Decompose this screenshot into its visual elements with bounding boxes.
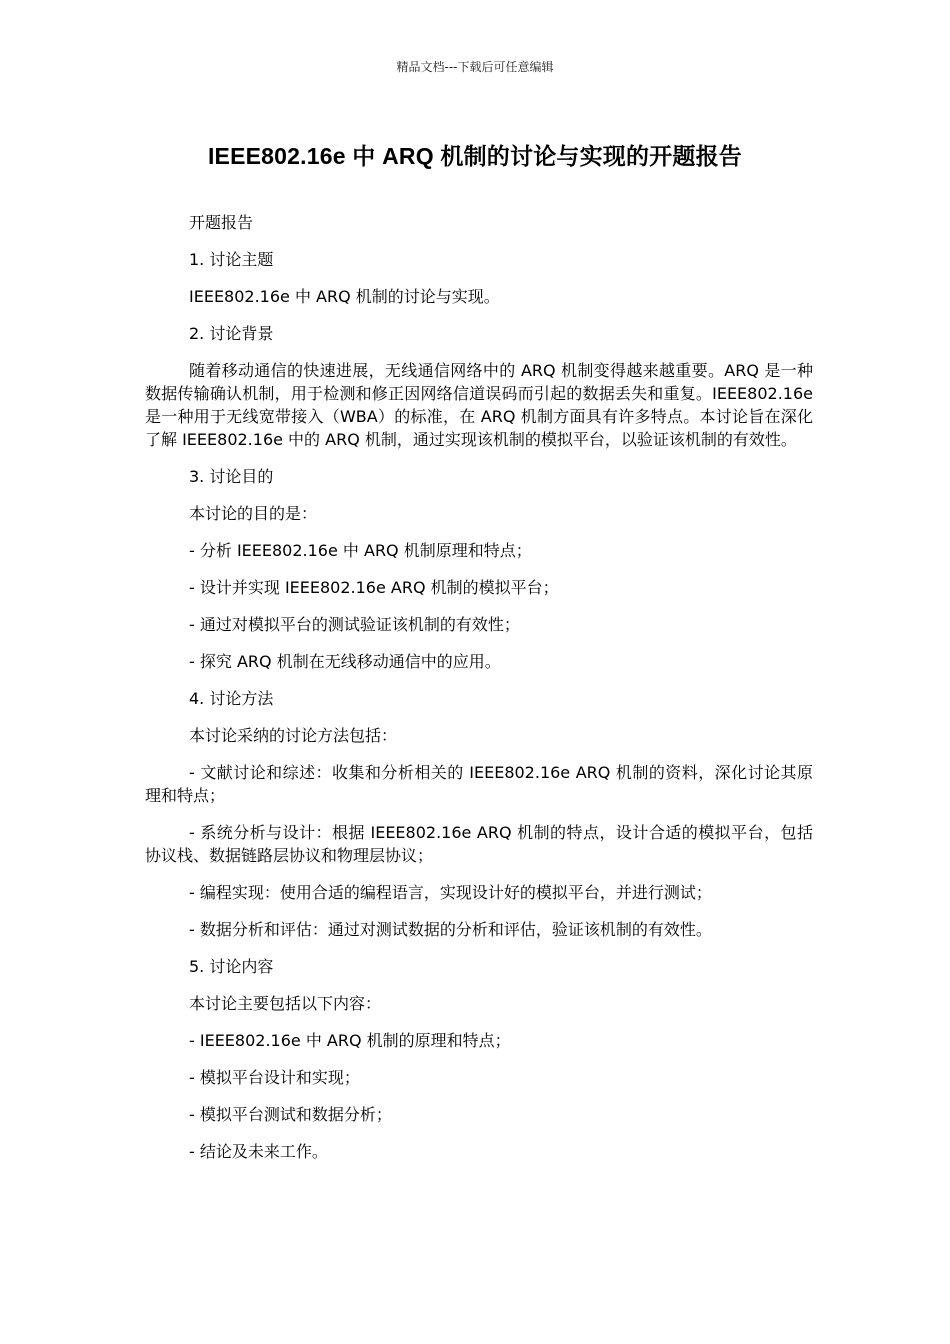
purpose-item: - 探究 ARQ 机制在无线移动通信中的应用。	[189, 652, 501, 671]
content-intro: 本讨论主要包括以下内容：	[189, 994, 382, 1013]
method-item: - 文献讨论和综述：收集和分析相关的 IEEE802.16e ARQ 机制的资料，深化讨论其原理和特点；	[145, 763, 813, 805]
background-text: 随着移动通信的快速进展，无线通信网络中的 ARQ 机制变得越来越重要。ARQ 是一种数据传输确认机制，用于检测和修正因网络信道误码而引起的数据丢失和重复。IEEE802.16e 是一种用于无线宽带接入（WBA）的标准，在 ARQ 机制方面具有许多特点。本讨论旨在深化了解 IEEE802.16e 中的 ARQ 机制，通过实现该机制的模拟平台，以验证该机制的有效性。	[145, 361, 813, 449]
topic-text: IEEE802.16e 中 ARQ 机制的讨论与实现。	[189, 287, 500, 306]
heading-purpose: 3. 讨论目的	[189, 467, 274, 486]
document-body	[145, 211, 813, 1177]
method-intro: 本讨论采纳的讨论方法包括：	[189, 726, 398, 745]
content-item: - 结论及未来工作。	[189, 1142, 328, 1161]
method-item: - 编程实现：使用合适的编程语言，实现设计好的模拟平台，并进行测试；	[189, 883, 712, 902]
content-item: - IEEE802.16e 中 ARQ 机制的原理和特点；	[189, 1031, 511, 1050]
heading-topic: 1. 讨论主题	[189, 250, 274, 269]
content-item: - 模拟平台测试和数据分析；	[189, 1105, 392, 1124]
document-title: IEEE802.16e 中 ARQ 机制的讨论与实现的开题报告	[207, 143, 743, 169]
method-item: - 系统分析与设计：根据 IEEE802.16e ARQ 机制的特点，设计合适的模拟平台，包括协议栈、数据链路层协议和物理层协议；	[145, 823, 813, 865]
purpose-item: - 设计并实现 IEEE802.16e ARQ 机制的模拟平台；	[189, 578, 559, 597]
heading-content: 5. 讨论内容	[189, 957, 274, 976]
heading-report: 开题报告	[189, 213, 254, 232]
heading-background: 2. 讨论背景	[189, 324, 274, 343]
purpose-item: - 分析 IEEE802.16e 中 ARQ 机制原理和特点；	[189, 541, 532, 560]
page-header-note: 精品文档---下载后可任意编辑	[396, 60, 554, 74]
method-item: - 数据分析和评估：通过对测试数据的分析和评估，验证该机制的有效性。	[189, 920, 712, 939]
heading-method: 4. 讨论方法	[189, 689, 274, 708]
purpose-item: - 通过对模拟平台的测试验证该机制的有效性；	[189, 615, 520, 634]
content-item: - 模拟平台设计和实现；	[189, 1068, 360, 1087]
purpose-intro: 本讨论的目的是：	[189, 504, 318, 523]
